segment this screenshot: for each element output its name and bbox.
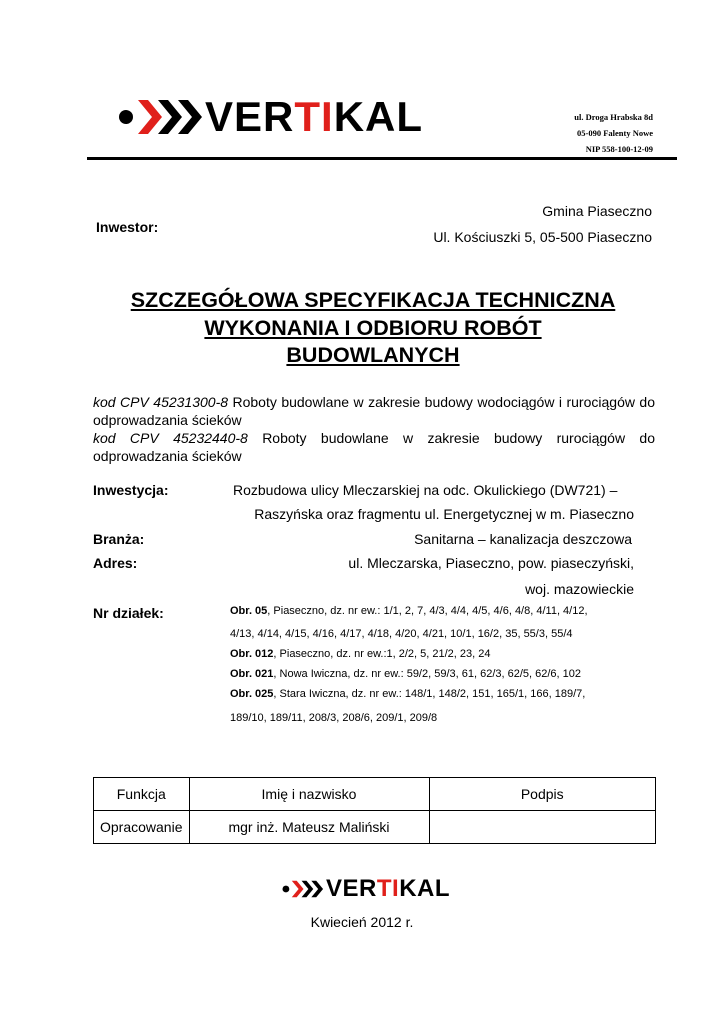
header-divider: [87, 157, 677, 160]
signature-table: [93, 777, 656, 844]
table-header-cell: Imię i nazwisko: [189, 778, 429, 811]
parcel-line: Obr. 025, Stara Iwiczna, dz. nr ew.: 148/1, 148/2, 151, 165/1, 166, 189/7,: [230, 688, 586, 700]
investor-label: Inwestor:: [96, 219, 159, 235]
title-line-1: SZCZEGÓŁOWA SPECYFIKACJA TECHNICZNA: [130, 288, 616, 312]
table-cell: mgr inż. Mateusz Maliński: [189, 811, 429, 844]
investment-value-line2: Raszyńska oraz fragmentu ul. Energetycznej w m. Piaseczno: [254, 506, 634, 522]
parcel-line: 4/13, 4/14, 4/15, 4/16, 4/17, 4/18, 4/20, 4/21, 10/1, 16/2, 35, 55/3, 55/4: [230, 628, 573, 640]
cpv-description: Roboty budowlane w zakresie budowy rurociągów do odprowadzania ścieków: [93, 430, 655, 464]
company-address-city: 05-090 Falenty Nowe: [576, 128, 653, 138]
footer-logo: [282, 878, 326, 905]
investment-label: Inwestycja:: [93, 482, 169, 498]
document-date: Kwiecień 2012 r.: [310, 914, 414, 930]
title-line-2: WYKONANIA I ODBIORU ROBÓT: [204, 315, 542, 340]
investment-value-line1: Rozbudowa ulicy Mleczarskiej na odc. Okulickiego (DW721) –: [233, 482, 618, 498]
address-value-line1: ul. Mleczarska, Piaseczno, pow. piaseczyński,: [348, 555, 634, 571]
parcel-line: Obr. 021, Nowa Iwiczna, dz. nr ew.: 59/2, 59/3, 61, 62/3, 62/5, 62/6, 102: [230, 668, 582, 680]
parcel-line: Obr. 05, Piaseczno, dz. nr ew.: 1/1, 2, 7, 4/3, 4/4, 4/5, 4/6, 4/8, 4/11, 4/12,: [230, 605, 588, 617]
cpv-code: kod CPV 45231300-8: [93, 394, 229, 410]
branch-label: Branża:: [93, 531, 145, 547]
cpv-code: kod CPV 45232440-8: [93, 430, 248, 446]
company-nip: NIP 558-100-12-09: [585, 144, 653, 154]
table-cell: Opracowanie: [94, 811, 190, 844]
logo-arrows-icon: [282, 878, 326, 900]
address-label: Adres:: [93, 555, 138, 571]
parcels-label: Nr działek:: [93, 605, 164, 621]
table-cell-signature: [429, 811, 656, 844]
branch-value: Sanitarna – kanalizacja deszczowa: [414, 531, 632, 547]
table-row: [94, 811, 656, 844]
address-value-line2: woj. mazowieckie: [525, 581, 634, 597]
investor-name: Gmina Piaseczno: [542, 203, 652, 219]
footer-logo-wordmark: VERTIKAL: [326, 875, 451, 902]
company-address-street: ul. Droga Hrabska 8d: [574, 112, 653, 122]
table-header-row: [94, 778, 656, 811]
document-title: [60, 287, 686, 370]
cpv-description: Roboty budowlane w zakresie budowy wodociągów i rurociągów do odprowadzania ścieków: [93, 394, 655, 428]
cpv-entry: [93, 393, 655, 429]
logo-arrows-icon: [118, 96, 208, 138]
title-line-3: BUDOWLANYCH: [286, 343, 460, 367]
investor-address: Ul. Kościuszki 5, 05-500 Piaseczno: [433, 229, 652, 245]
cpv-entry: [93, 429, 655, 465]
table-header-cell: Podpis: [429, 778, 656, 811]
table-header-cell: Funkcja: [94, 778, 190, 811]
logo-wordmark: VERTIKAL: [205, 93, 424, 140]
parcel-line: 189/10, 189/11, 208/3, 208/6, 209/1, 209/8: [230, 712, 438, 724]
parcel-line: Obr. 012, Piaseczno, dz. nr ew.:1, 2/2, 5, 21/2, 23, 24: [230, 648, 491, 660]
